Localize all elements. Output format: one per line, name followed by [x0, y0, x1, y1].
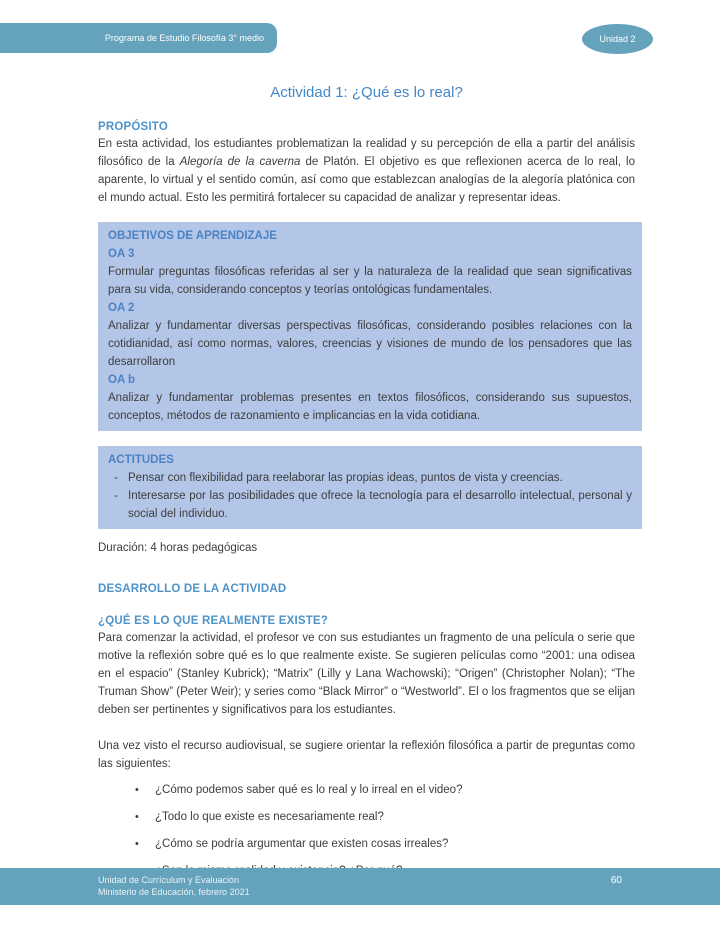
footer-line1: Unidad de Currículum y Evaluación	[98, 875, 240, 885]
actitud-item	[108, 469, 632, 487]
page-number: 60	[610, 875, 622, 886]
actitud-text: Pensar con flexibilidad para reelaborar las propias ideas, puntos de vista y creencias.	[128, 472, 563, 484]
dash-marker: -	[114, 490, 118, 502]
objetivos-heading: OBJETIVOS DE APRENDIZAJE	[108, 230, 277, 242]
reflexion-paragraph: Una vez visto el recurso audiovisual, se sugiere orientar la reflexión filosófica a partir de preguntas como las siguientes:	[98, 740, 635, 770]
question-item	[98, 835, 635, 854]
actitud-item	[108, 487, 632, 523]
bullet-marker: •	[135, 811, 139, 823]
question-text: ¿Cómo podemos saber qué es lo real y lo irreal en el video?	[155, 784, 463, 796]
bullet-marker: •	[135, 784, 139, 796]
oa-label: OA b	[108, 374, 136, 386]
activity-title: Actividad 1: ¿Qué es lo real?	[270, 84, 463, 101]
actitud-text: Interesarse por las posibilidades que ofrece la tecnología para el desarrollo intelectual, personal y social del individuo.	[128, 490, 632, 520]
oa-label: OA 2	[108, 302, 135, 314]
oa-text: Analizar y fundamentar problemas presentes en textos filosóficos, considerando sus supuestos, conceptos, métodos de razonamiento e implicancias en la vida cotidiana.	[108, 392, 632, 422]
proposito-paragraph	[98, 135, 635, 207]
actitudes-box	[98, 446, 642, 529]
unit-badge	[582, 24, 653, 54]
dash-marker: -	[114, 472, 118, 484]
question-item	[98, 781, 635, 800]
footer-line2: Ministerio de Educación, febrero 2021	[98, 887, 250, 897]
page-content	[98, 76, 635, 881]
actitudes-heading: ACTITUDES	[108, 454, 174, 466]
oa-label: OA 3	[108, 248, 135, 260]
footer-banner	[0, 868, 720, 905]
unit-badge-label: Unidad 2	[599, 34, 636, 44]
oa-text: Analizar y fundamentar diversas perspectivas filosóficas, considerando posibles relaciones con la cotidianidad, así como normas, valores, creencias y visiones de mundo de los pensadores que las desarrollaron	[108, 320, 632, 368]
proposito-italic-title: Alegoría de la caverna	[179, 156, 301, 168]
proposito-text-before: En esta actividad, los estudiantes problematizan la realidad y su percepción de ella a partir del análisis filosófico de la	[98, 138, 635, 168]
intro-paragraph: Para comenzar la actividad, el profesor ve con sus estudiantes un fragmento de una película o serie que motive la reflexión sobre qué es lo que realmente existe. Se sugieren películas como “2001: una odisea en el espacio” (Stanley Kubrick); “Matrix” (Lilly y Lana Wachowski); “Origen” (Christopher Nolan); “The Truman Show” (Peter Weir); y series como “Black Mirror” o “Westworld”. El o los fragmentos que se elijan deben ser pertinentes y significativos para los estudiantes.	[98, 632, 635, 716]
question-item	[98, 808, 635, 827]
proposito-text-after: de Platón. El objetivo es que reflexionen acerca de lo real, lo aparente, lo virtual y el sentido común, así como que establezcan analogías de la alegoría platónica con el mundo actual. Esto les permitirá fortalecer su capacidad de analizar y representar ideas.	[98, 156, 635, 204]
bullet-marker: •	[135, 838, 139, 850]
existe-heading: ¿QUÉ ES LO QUE REALMENTE EXISTE?	[98, 615, 329, 627]
duration-line: Duración: 4 horas pedagógicas	[98, 542, 258, 554]
footer-credits	[98, 874, 250, 898]
question-text: ¿Todo lo que existe es necesariamente real?	[155, 811, 384, 823]
oa-text: Formular preguntas filosóficas referidas al ser y la naturaleza de la realidad que sean significativas para su vida, considerando conceptos y teorías ontológicas fundamentales.	[108, 266, 632, 296]
header-program-banner	[0, 23, 277, 53]
header-program-label: Programa de Estudio Filosofía 3° medio	[104, 33, 264, 43]
question-text: ¿Cómo se podría argumentar que existen cosas irreales?	[155, 838, 449, 850]
proposito-heading: PROPÓSITO	[98, 121, 168, 133]
question-list	[98, 781, 635, 881]
desarrollo-heading: DESARROLLO DE LA ACTIVIDAD	[98, 583, 287, 595]
objetivos-box	[98, 222, 642, 431]
